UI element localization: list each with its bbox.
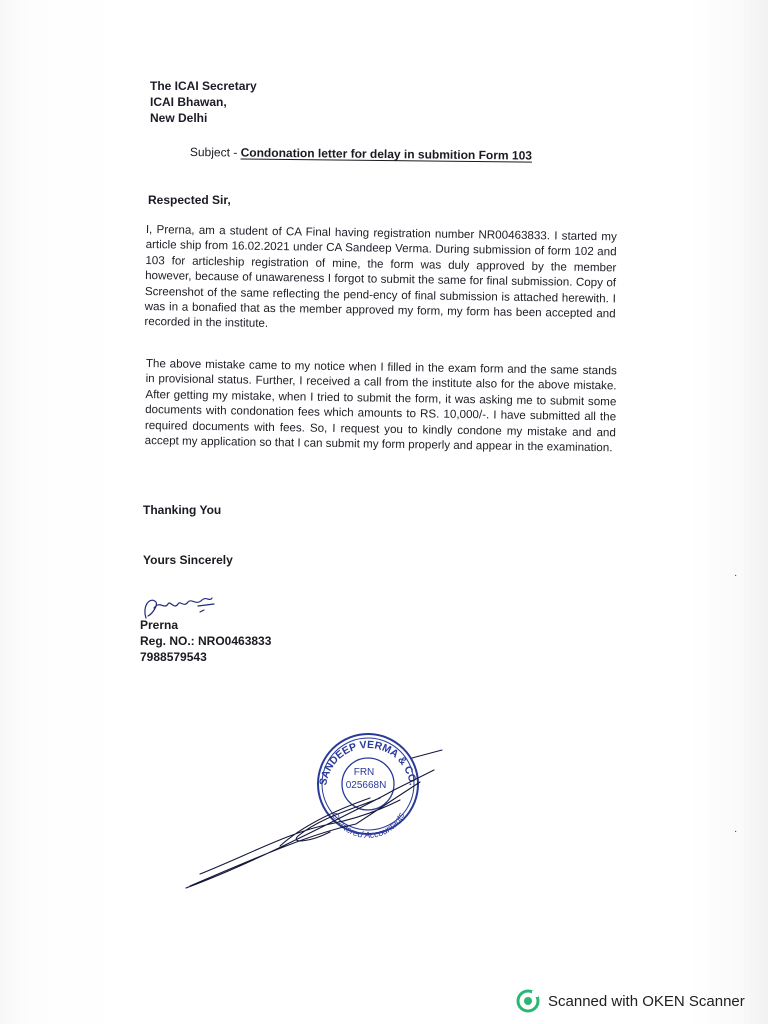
firm-seal-and-signature [180,728,470,898]
address-line-1: The ICAI Secretary [150,79,257,93]
recipient-address [150,78,257,126]
closing-yours: Yours Sincerely [143,553,233,567]
scanner-watermark [516,989,745,1013]
svg-text:SANDEEP VERMA & CO.: SANDEEP VERMA & CO. [317,738,419,787]
subject-prefix: Subject - [189,145,241,160]
signer-name: Prerna [140,618,179,632]
firm-seal-stamp [317,734,419,840]
scanner-watermark-text: Scanned with OKEN Scanner [548,992,745,1010]
signer-phone: 7988579543 [140,650,207,664]
body-paragraph-1: I, Prerna, am a student of CA Final having registration number NR00463833. I started my article ship from 16.02.2021 under CA Sandeep Verma. During submission of form 102 and 103 for articleship registration of mine, the form was duly approved by the member however, because of unawareness I forgot to submit the same for final submission. Copy of Screenshot of the same reflecting the pend-ency of final submission is attached herewith. I was in a bonafied that as the member approved my form, my form has been accepted and recorded in the institute. [144,222,617,331]
signer-registration: Reg. NO.: NRO0463833 [140,634,272,648]
svg-text:FRN: FRN [353,767,375,778]
oken-scanner-logo-icon [516,989,540,1013]
svg-text:025668N: 025668N [345,780,387,791]
subject-line [190,145,532,163]
closing-thanks: Thanking You [143,503,222,517]
signer-details [140,617,271,665]
svg-text:Chartered Accountants: Chartered Accountants [329,810,407,841]
scan-speck: · [734,826,738,837]
salutation: Respected Sir, [148,193,231,207]
scan-speck: · [734,570,738,581]
address-line-2: ICAI Bhawan, [150,95,227,109]
subject-text: Condonation letter for delay in submition Form 103 [240,145,533,163]
address-line-3: New Delhi [150,111,208,125]
body-paragraph-2: The above mistake came to my notice when I filled in the exam form and the same stands in provisional status. Further, I received a call from the institute also for the above mistake. After getting my mistake, when I tried to submit the form, it was asking me to submit some documents with condonation fees which amounts to RS. 10,000/-. I have submitted all the required documents with fees. So, I request you to kindly condone my mistake and and accept my application so that I can submit my form properly and appear in the examination. [144,356,617,455]
